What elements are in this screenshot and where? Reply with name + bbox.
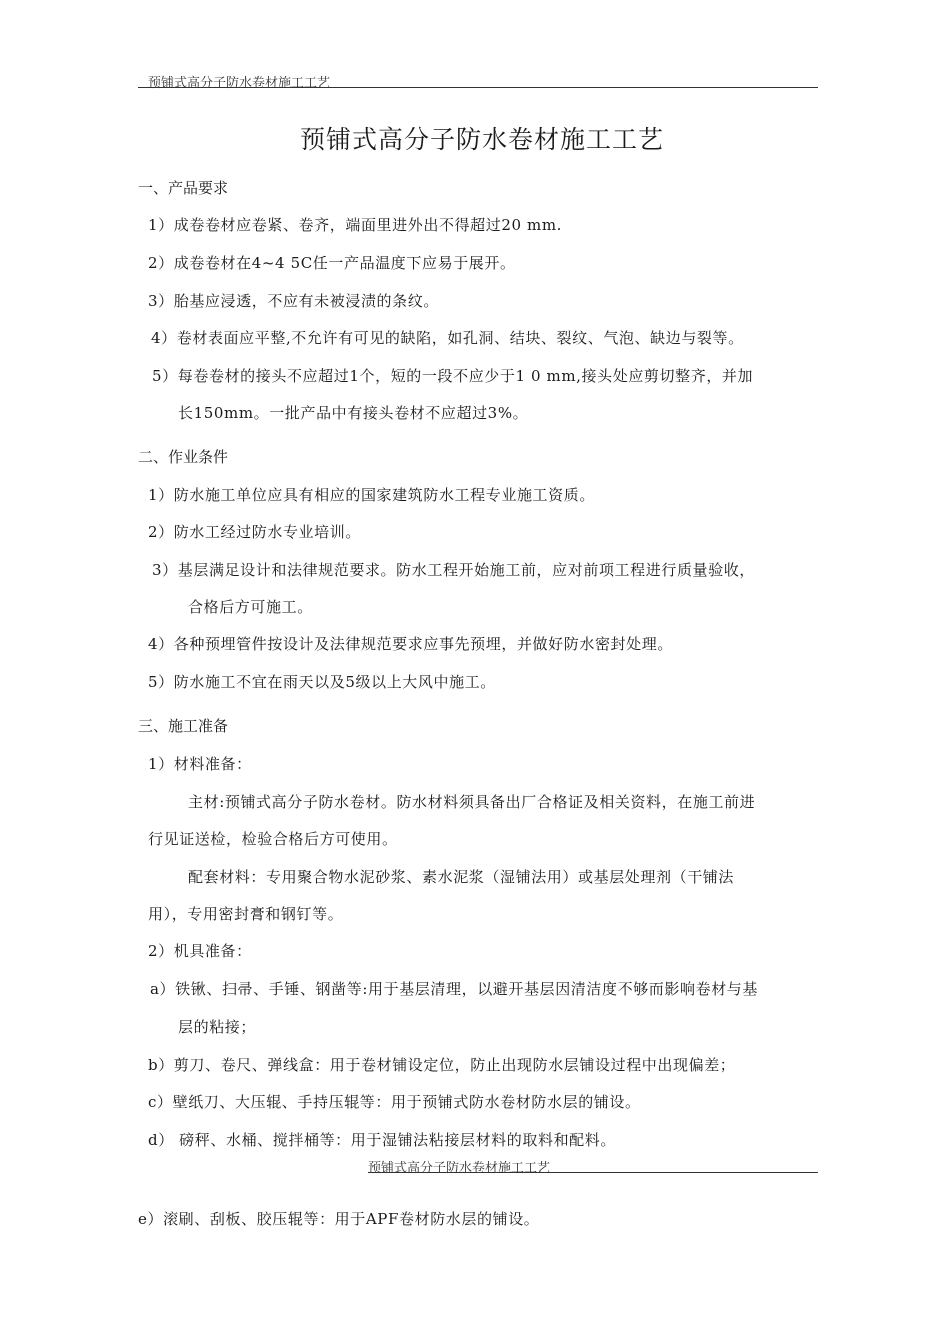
paragraph: 配套材料：专用聚合物水泥砂浆、素水泥浆（湿铺法用）或基层处理剂（干铺法 [188,868,735,886]
list-item: 3）基层满足设计和法律规范要求。防水工程开始施工前，应对前项工程进行质量验收， [152,561,755,579]
list-item: e）滚刷、刮板、胶压辊等：用于APF卷材防水层的铺设。 [138,1210,540,1228]
list-item: 1）材料准备： [148,755,252,773]
list-item: 4）各种预埋管件按设计及法律规范要求应事先预埋，并做好防水密封处理。 [148,635,673,653]
list-item: 5）防水施工不宜在雨天以及5级以上大风中施工。 [148,673,496,691]
paragraph-continuation: 行见证送检，检验合格后方可使用。 [148,830,398,848]
list-item: b）剪刀、卷尺、弹线盒：用于卷材铺设定位，防止出现防水层铺设过程中出现偏差； [148,1056,736,1074]
list-item: 3）胎基应浸透，不应有未被浸渍的条纹。 [148,292,439,310]
footer-rule [368,1172,818,1173]
list-item: 2）成卷卷材在4~4 5C任一产品温度下应易于展开。 [148,254,516,272]
list-item: c）壁纸刀、大压辊、手持压辊等：用于预铺式防水卷材防水层的铺设。 [148,1093,641,1111]
list-item-continuation: 层的粘接； [178,1018,257,1036]
paragraph: 主材:预铺式高分子防水卷材。防水材料须具备出厂合格证及相关资料，在施工前进 [188,793,756,811]
section-heading-work-conditions: 二、作业条件 [138,448,229,466]
list-item: a）铁锹、扫帚、手锤、钢凿等:用于基层清理，以避开基层因清洁度不够而影响卷材与基 [150,980,759,998]
list-item-continuation: 长150mm。一批产品中有接头卷材不应超过3%。 [178,404,529,422]
list-item: 2）机具准备： [148,942,252,960]
running-header: 预铺式高分子防水卷材施工工艺 [148,76,331,91]
list-item: 1）成卷卷材应卷紧、卷齐，端面里进外出不得超过20 mm. [148,216,563,234]
list-item: 2）防水工经过防水专业培训。 [148,523,361,541]
list-item-continuation: 合格后方可施工。 [188,598,313,616]
header-rule [138,87,818,88]
paragraph-continuation: 用），专用密封膏和钢钉等。 [148,905,344,923]
section-heading-product-requirements: 一、产品要求 [138,179,229,197]
document-title: 预铺式高分子防水卷材施工工艺 [300,125,665,154]
section-heading-construction-preparation: 三、施工准备 [138,717,229,735]
list-item: d） 磅秤、水桶、搅拌桶等：用于湿铺法粘接层材料的取料和配料。 [148,1131,616,1149]
list-item: 5）每卷卷材的接头不应超过1个，短的一段不应少于1 0 mm,接头处应剪切整齐，并加 [152,367,754,385]
list-item: 1）防水施工单位应具有相应的国家建筑防水工程专业施工资质。 [148,486,595,504]
running-footer: 预铺式高分子防水卷材施工工艺 [368,1161,551,1176]
list-item: 4）卷材表面应平整,不允许有可见的缺陷，如孔洞、结块、裂纹、气泡、缺边与裂等。 [151,329,744,347]
